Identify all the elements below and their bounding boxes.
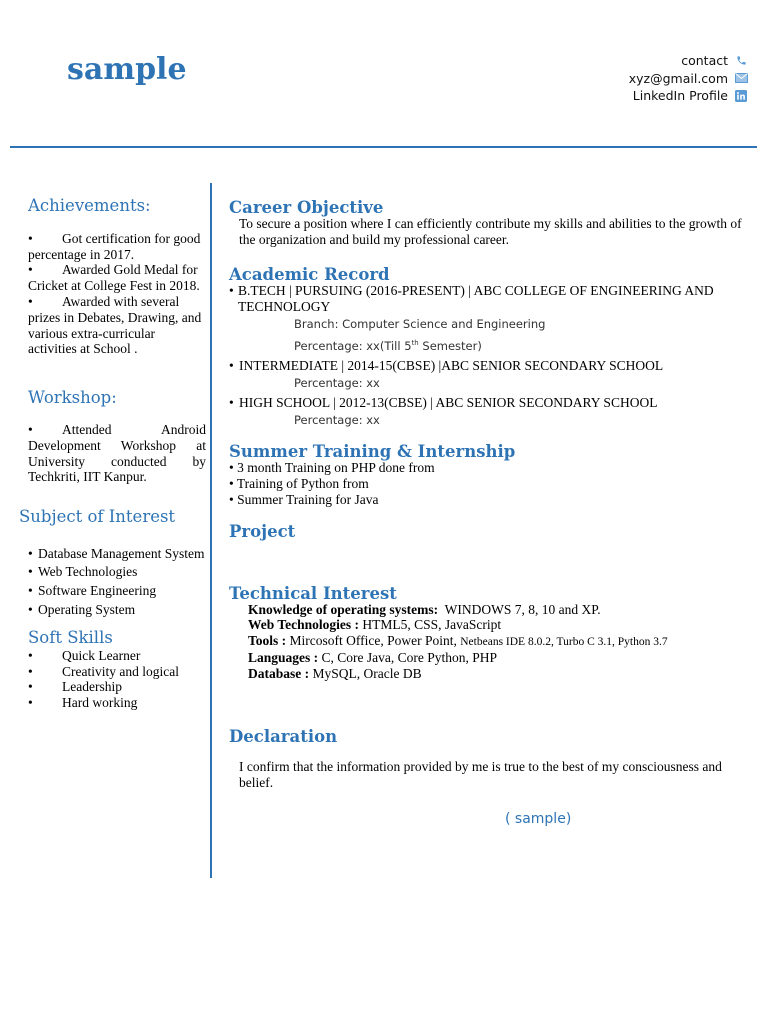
linkedin-row[interactable] <box>629 87 748 105</box>
interest-item: • Web Technologies <box>28 563 138 579</box>
right-column <box>229 200 749 827</box>
achievement-item: • Awarded with several prizes in Debates, Drawing, and various extra-curricular activities at School . <box>28 293 202 357</box>
signature: ( sample) <box>505 811 572 828</box>
soft-skill-item: • Quick Learner <box>28 647 141 663</box>
achievement-item: • Awarded Gold Medal for Cricket at College Fest in 2018. <box>28 262 200 294</box>
technical-interest-heading: Technical Interest <box>229 583 397 603</box>
contact-block <box>629 52 748 105</box>
mail-icon <box>734 71 748 85</box>
subject-of-interest-heading: Subject of Interest <box>19 507 176 527</box>
training-heading: Summer Training & Internship <box>229 441 516 461</box>
linkedin-icon <box>734 89 748 103</box>
training-item: • Summer Training for Java <box>229 491 379 507</box>
btech-branch: Branch: Computer Science and Engineering <box>294 317 546 331</box>
project-heading: Project <box>229 521 296 541</box>
academic-entry-inter: • INTERMEDIATE | 2014-15(CBSE) |ABC SENIOR SECONDARY SCHOOL <box>229 357 664 373</box>
career-objective-heading: Career Objective <box>229 198 384 217</box>
email-link[interactable]: xyz@gmail.com <box>628 70 728 86</box>
resume-name: sample <box>67 52 187 87</box>
workshop-heading: Workshop: <box>28 388 117 408</box>
tech-languages: Languages : C, Core Java, Core Python, PHP <box>248 650 498 666</box>
soft-skills-heading: Soft Skills <box>28 627 113 647</box>
tech-tools: Tools : Mircosoft Office, Power Point, Netbeans IDE 8.0.2, Turbo C 3.1, Python 3.7 <box>248 632 668 648</box>
achievements-heading: Achievements: <box>28 196 151 215</box>
training-item: • 3 month Training on PHP done from <box>229 459 435 475</box>
declaration-text: I confirm that the information provided by me is true to the best of my consciousness and belief. <box>239 759 722 791</box>
academic-record-heading: Academic Record <box>229 265 390 284</box>
btech-percentage: Percentage: xx(Till 5th Semester) <box>294 338 482 353</box>
left-column <box>19 196 206 711</box>
high-percentage: Percentage: xx <box>294 412 380 427</box>
soft-skill-item: • Hard working <box>28 695 138 711</box>
contact-label: contact <box>681 53 728 68</box>
interest-item: • Database Management System <box>28 545 205 561</box>
tech-os: Knowledge of operating systems: WINDOWS 7, 8, 10 and XP. <box>248 601 601 617</box>
workshop-item: • Attended Android Development Workshop at University conducted by Techkriti, IIT Kanpur. <box>28 421 206 485</box>
email-row[interactable] <box>629 70 748 88</box>
interest-item: • Operating System <box>28 601 136 617</box>
soft-skill-item: • Leadership <box>28 679 122 695</box>
interest-item: • Software Engineering <box>28 582 157 598</box>
header-divider <box>10 146 757 148</box>
declaration-heading: Declaration <box>229 727 338 747</box>
training-item: • Training of Python from <box>229 475 369 491</box>
contact-row <box>629 52 748 70</box>
linkedin-link[interactable]: LinkedIn Profile <box>632 88 728 103</box>
soft-skill-item: • Creativity and logical <box>28 663 179 679</box>
tech-database: Database : MySQL, Oracle DB <box>248 665 422 681</box>
inter-percentage: Percentage: xx <box>294 375 380 390</box>
achievement-item: • Got certification for good percentage in 2017. <box>28 230 201 262</box>
tech-web: Web Technologies : HTML5, CSS, JavaScript <box>248 617 502 633</box>
column-divider <box>210 183 212 878</box>
academic-entry-btech: • B.TECH | PURSUING (2016-PRESENT) | ABC COLLEGE OF ENGINEERING AND TECHNOLOGY <box>229 283 714 314</box>
academic-entry-high: • HIGH SCHOOL | 2012-13(CBSE) | ABC SENIOR SECONDARY SCHOOL <box>229 394 658 410</box>
phone-icon <box>734 54 748 68</box>
career-objective-text: To secure a position where I can efficiently contribute my skills and abilities to the growth of the organization and build my professional career. <box>239 216 742 247</box>
